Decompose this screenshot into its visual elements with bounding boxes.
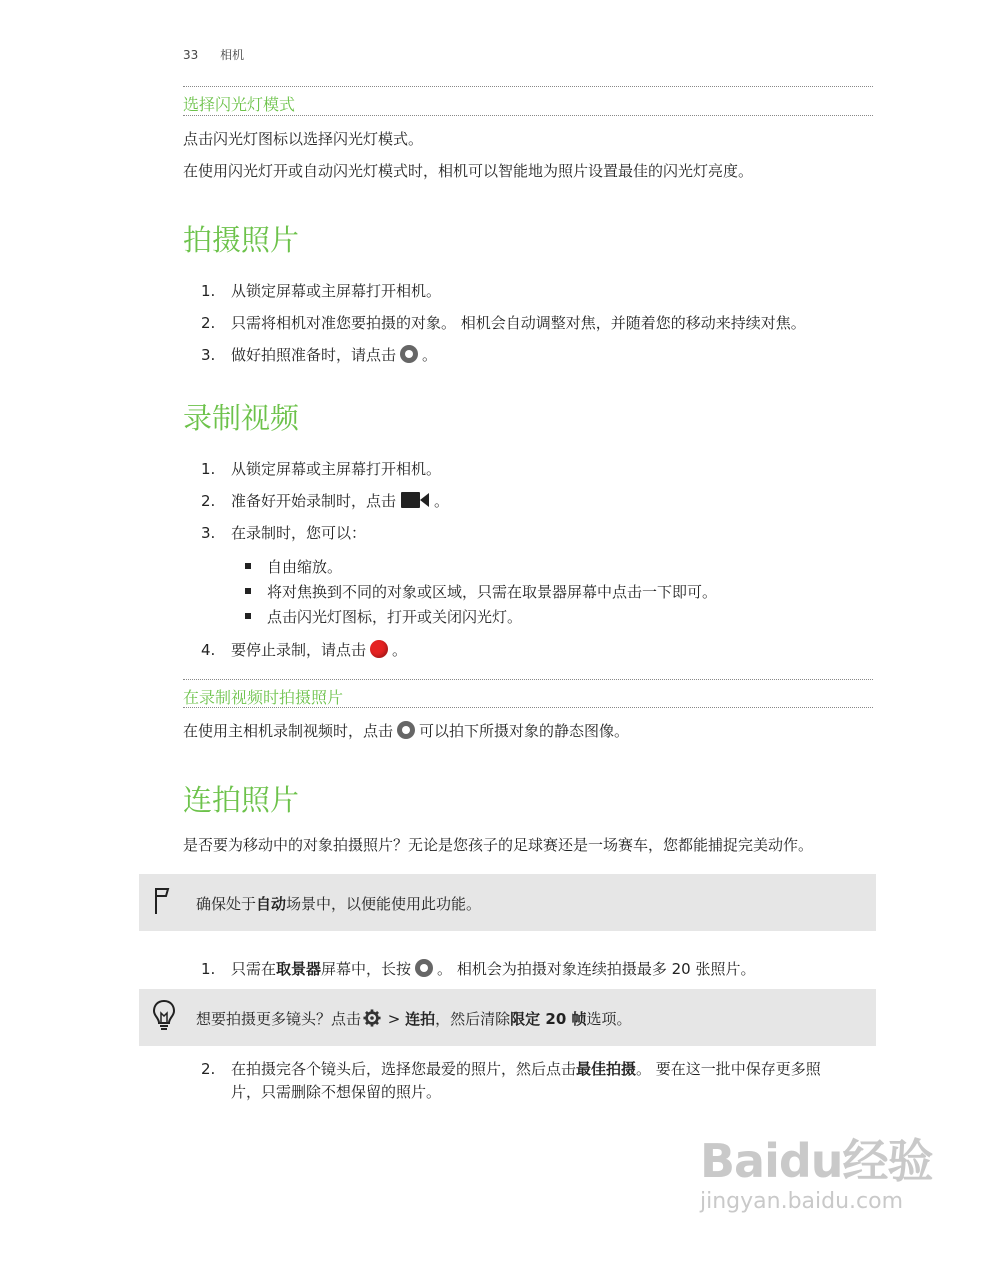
text-part: 。 相机会为拍摄对象连续拍摄最多 20 张照片。 <box>437 960 756 978</box>
shutter-icon <box>400 345 418 363</box>
step-number: 1. <box>201 960 216 978</box>
step-number: 1. <box>201 282 216 300</box>
step-text: 在录制时，您可以： <box>231 524 367 542</box>
bullet-item <box>245 606 522 627</box>
text-bold: 连拍 <box>405 1010 436 1028</box>
flag-icon <box>152 886 174 916</box>
bullet-text: 自由缩放。 <box>267 558 343 576</box>
step-text: 准备好开始录制时，点击 <box>231 492 397 510</box>
step-number: 3. <box>201 524 216 542</box>
text-part: 选项。 <box>586 1010 632 1028</box>
step-text: 从锁定屏幕或主屏幕打开相机。 <box>231 282 442 300</box>
divider <box>183 115 873 116</box>
watermark-url: jingyan.baidu.com <box>700 1189 904 1214</box>
divider <box>183 679 873 680</box>
step-text-end: 。 <box>422 346 438 364</box>
section-name: 相机 <box>220 48 245 62</box>
flash-paragraph-1: 点击闪光灯图标以选择闪光灯模式。 <box>183 130 424 148</box>
video-step-1 <box>201 458 441 479</box>
text-bold: 自动 <box>256 895 287 913</box>
record-video-heading: 录制视频 <box>183 401 300 435</box>
gear-icon <box>363 1009 381 1027</box>
photo-step-3 <box>201 344 437 365</box>
bullet-marker <box>245 563 251 569</box>
note-box <box>139 874 876 931</box>
step-number: 2. <box>201 1060 216 1078</box>
step-text: 从锁定屏幕或主屏幕打开相机。 <box>231 460 442 478</box>
text-part: 只需在 <box>231 960 277 978</box>
note-text <box>196 893 481 914</box>
burst-step-2-continued: 片，只需删除不想保留的照片。 <box>231 1083 442 1101</box>
page-header <box>183 46 244 63</box>
step-text: 要停止录制，请点击 <box>231 641 367 659</box>
tip-text <box>196 1008 632 1029</box>
photo-while-recording-text <box>183 720 629 741</box>
bullet-marker <box>245 588 251 594</box>
shutter-icon <box>415 959 433 977</box>
flash-paragraph-2: 在使用闪光灯开或自动闪光灯模式时，相机可以智能地为照片设置最佳的闪光灯亮度。 <box>183 162 754 180</box>
text-part: > <box>383 1010 406 1028</box>
step-number: 4. <box>201 641 216 659</box>
step-text: 只需将相机对准您要拍摄的对象。 相机会自动调整对焦，并随着您的移动来持续对焦。 <box>231 314 806 332</box>
burst-heading: 连拍照片 <box>183 783 300 817</box>
take-photo-heading: 拍摄照片 <box>183 223 300 257</box>
burst-step-1 <box>201 958 755 979</box>
burst-step-2 <box>201 1058 821 1079</box>
step-number: 2. <box>201 314 216 332</box>
burst-intro: 是否要为移动中的对象拍摄照片？无论是您孩子的足球赛还是一场赛车，您都能捕捉完美动作。 <box>183 836 814 854</box>
photo-while-recording-heading: 在录制视频时拍摄照片 <box>183 688 344 707</box>
text-part: ，然后清除 <box>435 1010 511 1028</box>
divider <box>183 86 873 87</box>
step-number: 3. <box>201 346 216 364</box>
bullet-text: 将对焦换到不同的对象或区域，只需在取景器屏幕中点击一下即可。 <box>267 583 718 601</box>
text-part: 。 要在这一批中保存更多照 <box>636 1060 821 1078</box>
step-text: 做好拍照准备时，请点击 <box>231 346 397 364</box>
text-part: 在拍摄完各个镜头后，选择您最爱的照片，然后点击 <box>231 1060 577 1078</box>
video-camera-icon <box>400 491 430 509</box>
step-text-end: 。 <box>434 492 450 510</box>
shutter-icon <box>397 721 415 739</box>
text-part: 在使用主相机录制视频时，点击 <box>183 722 394 740</box>
bullet-item <box>245 581 717 602</box>
photo-step-2 <box>201 312 806 333</box>
tip-box <box>139 989 876 1046</box>
record-stop-icon <box>370 640 388 658</box>
bullet-marker <box>245 613 251 619</box>
step-number: 1. <box>201 460 216 478</box>
text-part: 屏幕中，长按 <box>321 960 412 978</box>
bullet-text: 点击闪光灯图标，打开或关闭闪光灯。 <box>267 608 523 626</box>
page-number: 33 <box>183 48 199 62</box>
video-step-2 <box>201 490 449 511</box>
video-step-3 <box>201 522 366 543</box>
lightbulb-icon <box>152 999 176 1033</box>
video-step-4 <box>201 639 407 660</box>
bullet-item <box>245 556 342 577</box>
watermark-logo: Baidu经验 <box>700 1134 933 1188</box>
step-text-end: 。 <box>392 641 408 659</box>
text-part: 确保处于 <box>196 895 257 913</box>
text-bold: 取景器 <box>276 960 322 978</box>
text-bold: 限定 20 帧 <box>510 1010 587 1028</box>
text-bold: 最佳拍摄 <box>576 1060 637 1078</box>
text-part: 场景中，以便能使用此功能。 <box>286 895 482 913</box>
step-number: 2. <box>201 492 216 510</box>
text-part: 可以拍下所摄对象的静态图像。 <box>419 722 630 740</box>
divider <box>183 707 873 708</box>
photo-step-1 <box>201 280 441 301</box>
watermark <box>700 1125 933 1214</box>
text-part: 想要拍摄更多镜头？点击 <box>196 1010 362 1028</box>
flash-mode-heading: 选择闪光灯模式 <box>183 95 296 114</box>
